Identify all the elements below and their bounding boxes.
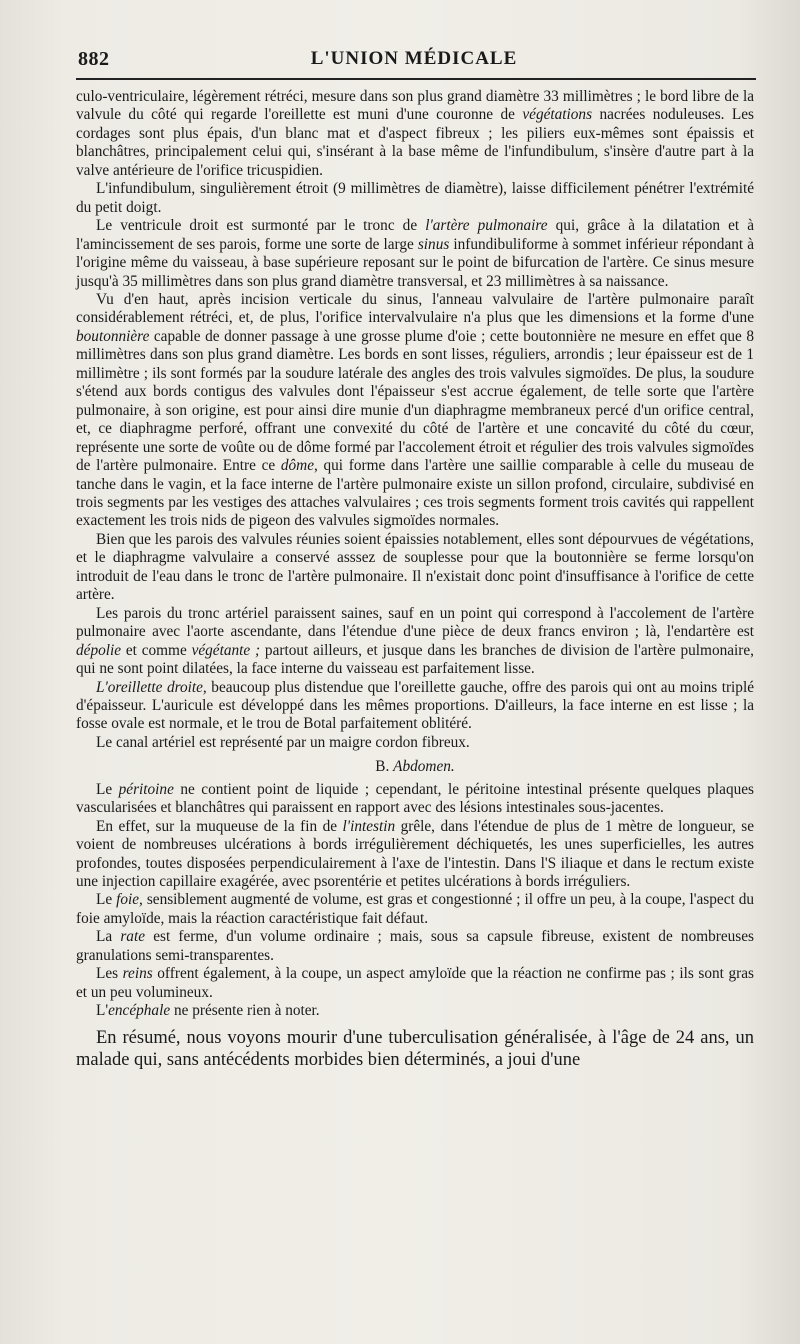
text-run: Le [96,891,117,909]
text-run: Le ventricule droit est surmonté par le tronc de [96,217,426,235]
text-run: nacrées noduleuses. Les cordages sont plus épais, d'un blanc mat et d'aspect fibreux ; les piliers eux-mêmes sont épaissis et blanchâtres, principalement celui qui, s'insérant à la base même de l'infundibulum, s'insère d'autre part à la valve antérieure de l'orifice tricuspidien. [76,106,754,179]
header-rule [76,78,756,80]
text-run: ne contient point de liquide ; cependant, le péritoine intestinal présente quelques plaques vascularisées et blanchâtres qui paraissent en rapport avec des lésions intestinales sous-jacentes. [76,780,754,817]
paragraph [76,180,754,217]
text-run: capable de donner passage à une grosse plume d'oie ; cette boutonnière ne mesure en effet que 8 millimètres dans son plus grand diamètre. Les bords en sont lisses, réguliers, arrondis ; leur épaisseur est de 1 millimètre ; ils sont formés par la soudure latérale des angles des trois valvules sigmoïdes. De plus, la soudure s'étend aux bords contigus des valvules dont l'épaisseur s'est accrue également, de telle sorte que l'artère pulmonaire, à son origine, est pour ainsi dire munie d'un diaphragme membraneux percé d'un orifice central, et, ce diaphragme perforé, offrant une convexité du côté de l'artère et une concavité du côté du cœur, représente une sorte de voûte ou de dôme formé par l'accolement étroit et régulier des trois valvules sigmoïdes de l'artère pulmonaire. Entre ce [76,327,754,475]
paragraph [76,1002,754,1020]
text-run: offrent également, à la coupe, un aspect amyloïde que la réaction ne confirme pas ; ils sont gras et un peu volumineux. [76,965,754,1001]
paragraph [76,928,754,965]
text-run: et comme [121,641,192,659]
text-run: L' [96,1002,109,1020]
italic-text: foie, [116,891,143,909]
italic-text: L'oreillette droite, [96,678,207,696]
italic-text: l'artère pulmonaire [425,217,548,235]
section-heading-title: Abdomen. [393,758,455,776]
page-number: 882 [78,48,110,70]
text-run: Bien que les parois des valvules réunies soient épaissies notablement, elles sont dépourvues de végétations, et le diaphragme valvulaire a conservé asssez de souplesse pour que la boutonnière se ferme lorsqu'on introduit de l'eau dans le tronc de l'artère pulmonaire. Il n'existait donc point d'insuffisance à l'orifice de cette artère. [76,530,754,604]
text-run: Les parois du tronc artériel paraissent saines, sauf en un point qui correspond à l'accolement de l'artère pulmonaire avec l'aorte ascendante, dans l'étendue d'une pièce de deux francs environ ; là, l'endartère est [76,604,754,641]
text-run: L'infundibulum, singulièrement étroit (9 millimètres de diamètre), laisse difficilement pénétrer l'extrémité du petit doigt. [76,180,754,216]
paragraph [76,531,754,605]
text-run: beaucoup plus distendue que l'oreillette gauche, offre des parois qui ont au moins triplé d'épaisseur. L'auricule est développé dans les mêmes proportions. D'ailleurs, la face interne en est lisse ; la fosse ovale est normale, et le trou de Botal parfaitement oblitéré. [76,678,754,733]
italic-text: rate [120,928,145,946]
paragraph [76,781,754,818]
paragraph [76,734,754,752]
text-run: La [96,928,121,946]
text-run: grêle, dans l'étendue de plus de 1 mètre de longueur, se voient de nombreuses ulcérations à bords irrégulièrement déchiquetés, les unes superficielles, les autres profondes, toutes disposées perpendiculairement à l'axe de l'intestin. Dans l'S iliaque et dans le rectum existe une injection capillaire exagérée, avec psorentérie et petites ulcérations à bords irréguliers. [76,817,754,891]
paragraph [76,965,754,1002]
italic-text: boutonnière [76,327,150,345]
text-run: Le canal artériel est représenté par un maigre cordon fibreux. [96,733,470,751]
article-body [76,88,754,1071]
italic-text: dôme [280,457,314,475]
text-run: culo-ventriculaire, légèrement rétréci, mesure dans son plus grand diamètre 33 millimètres ; le bord libre de la valvule du côté qui regarde l'oreillette est muni d'une couronne de [76,88,754,124]
italic-text: dépolie [76,641,122,659]
text-run: est ferme, d'un volume ordinaire ; mais, sous sa capsule fibreuse, existent de nombreuses granulations semi-transparentes. [76,928,754,964]
text-run: , qui forme dans l'artère une saillie comparable à celle du museau de tanche dans le vagin, et la face interne de l'artère pulmonaire existe un sillon profond, circulaire, subdivisé en trois segments par les vestiges des attaches valvulaires ; ces trois segments forment trois cavités qui rappellent exactement les trois nids de pigeon des valvules sigmoïdes normales. [76,457,754,530]
paragraph [76,891,754,928]
paragraph [76,1027,754,1071]
italic-text: sinus [417,235,450,253]
section-heading [76,758,754,776]
text-run: ne présente rien à noter. [170,1002,320,1020]
page-header [78,44,750,74]
text-run: Le [96,780,119,798]
paragraph [76,679,754,734]
text-run: Les [96,965,123,983]
italic-text: végétante ; [191,641,261,659]
running-title: L'UNION MÉDICALE [310,48,518,69]
paragraph [76,291,754,531]
paragraph [76,88,754,180]
section-heading-prefix: B. [375,758,394,776]
paragraph [76,217,754,291]
text-run: sensiblement augmenté de volume, est gras et congestionné ; il offre un peu, à la coupe, l'aspect du foie amyloïde, mais la réaction caractéristique fait défaut. [76,891,754,927]
paragraph [76,818,754,892]
text-run: infundibuliforme à sommet inférieur répondant à l'origine même du vaisseau, à base supérieure reposant sur le point de bifurcation de l'artère. Ce sinus mesure jusqu'à 35 millimètres dans son plus grand diamètre transversal, et 23 millimètres à sa naissance. [76,235,754,290]
italic-text: péritoine [118,780,174,798]
text-run: En résumé, nous voyons mourir d'une tuberculisation généralisée, à l'âge de 24 ans, un malade qui, sans antécédents morbides bien déterminés, a joui d'une [76,1027,754,1070]
text-run: En effet, sur la muqueuse de la fin de [96,817,343,835]
italic-text: reins [122,965,153,983]
italic-text: végétations [522,106,593,124]
text-run: qui, grâce à la dilatation et à l'amincissement de ses parois, forme une sorte de large [76,217,754,253]
paragraph [76,605,754,679]
text-run: partout ailleurs, et jusque dans les branches de division de l'artère pulmonaire, qui ne sont point dilatées, la face interne du vaisseau est parfaitement lisse. [76,641,754,678]
italic-text: l'intestin [342,817,396,835]
text-run: Vu d'en haut, après incision verticale du sinus, l'anneau valvulaire de l'artère pulmonaire paraît considérablement rétréci, et, de plus, l'orifice intervalvulaire n'a plus que les dimensions et la forme d'une [76,290,754,327]
italic-text: encéphale [108,1002,171,1020]
